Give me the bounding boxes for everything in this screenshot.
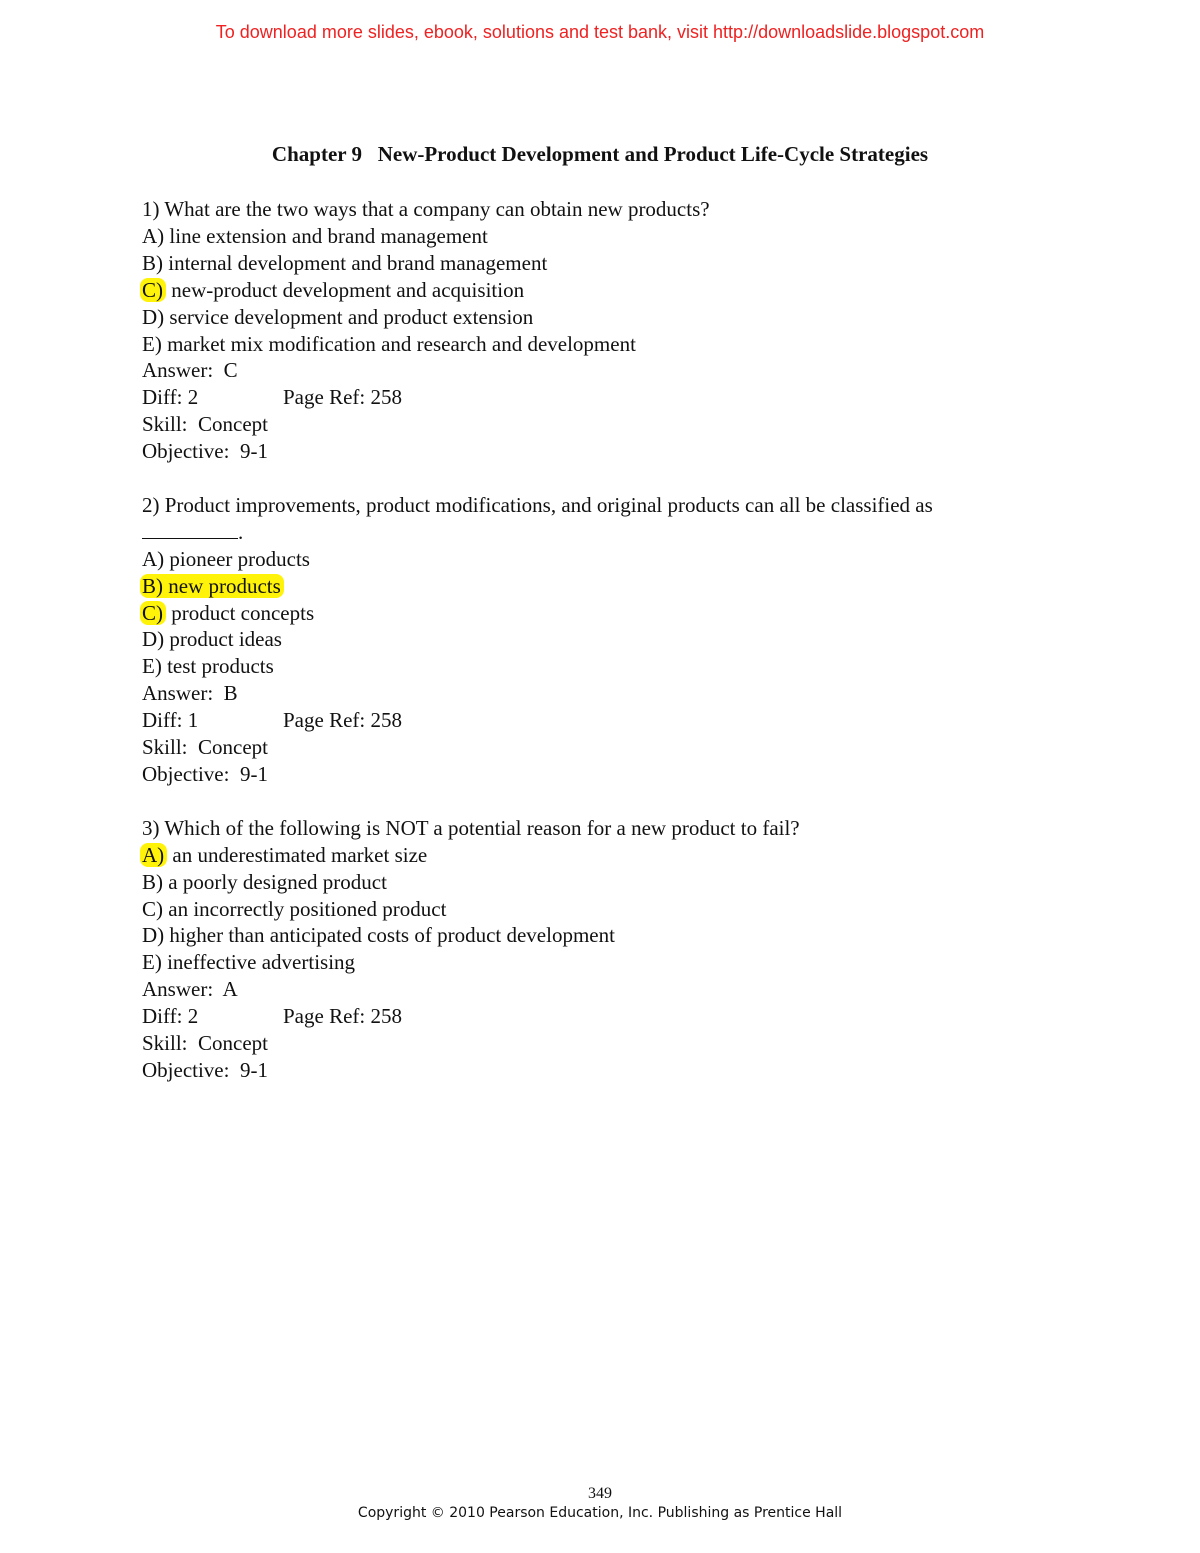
blank-line xyxy=(142,524,238,539)
skill-line: Skill: Concept xyxy=(142,735,268,760)
copyright-notice: Copyright © 2010 Pearson Education, Inc. Publishing as Prentice Hall xyxy=(357,1505,843,1521)
option-d: D) product ideas xyxy=(142,627,282,652)
answer-line: Answer: B xyxy=(142,681,238,706)
option-d: D) higher than anticipated costs of product development xyxy=(142,923,615,948)
highlight-mark: C) xyxy=(140,601,166,625)
option-a: A) an underestimated market size xyxy=(142,842,428,867)
skill-line: Skill: Concept xyxy=(142,1031,268,1056)
option-b: B) internal development and brand management xyxy=(142,250,548,275)
diff-line: Diff: 2 Page Ref: 258 xyxy=(142,1004,402,1029)
question-3 xyxy=(142,815,1042,1084)
option-c: C) an incorrectly positioned product xyxy=(142,896,447,921)
answer-line: Answer: C xyxy=(142,358,238,383)
option-c: C) new-product development and acquisition xyxy=(142,277,525,302)
option-c: C) product concepts xyxy=(142,600,315,625)
diff-line: Diff: 2 Page Ref: 258 xyxy=(142,385,402,410)
option-a: A) line extension and brand management xyxy=(142,223,488,248)
question-blank: . xyxy=(142,519,1042,546)
question-stem: 1) What are the two ways that a company can obtain new products? xyxy=(142,197,710,221)
option-a: A) pioneer products xyxy=(142,546,310,571)
objective-line: Objective: 9-1 xyxy=(142,762,268,787)
objective-line: Objective: 9-1 xyxy=(142,1057,268,1082)
option-e: E) ineffective advertising xyxy=(142,950,356,975)
chapter-title: Chapter 9 New-Product Development and Product Life-Cycle Strategies xyxy=(271,142,929,166)
option-b xyxy=(142,573,1042,600)
highlight-mark: C) xyxy=(140,278,166,302)
highlight-mark: A) xyxy=(140,843,167,867)
page-number: 349 xyxy=(588,1485,612,1502)
question-1 xyxy=(142,196,1042,465)
option-e: E) market mix modification and research and development xyxy=(142,331,636,356)
option-e: E) test products xyxy=(142,654,274,679)
question-list xyxy=(142,196,1042,1084)
answer-line: Answer: A xyxy=(142,977,238,1002)
option-d: D) service development and product extension xyxy=(142,304,534,329)
question-2 xyxy=(142,492,1042,788)
question-stem: 3) Which of the following is NOT a potential reason for a new product to fail? xyxy=(142,815,800,840)
question-stem: 2) Product improvements, product modifications, and original products can all be classified as xyxy=(142,492,933,517)
objective-line: Objective: 9-1 xyxy=(142,439,268,464)
highlight-mark: B) new products xyxy=(140,574,284,598)
option-b: B) a poorly designed product xyxy=(142,869,387,894)
skill-line: Skill: Concept xyxy=(142,412,268,437)
diff-line: Diff: 1 Page Ref: 258 xyxy=(142,708,402,733)
download-banner: To download more slides, ebook, solutions and test bank, visit http://downloadslide.blogspot.com xyxy=(215,22,985,42)
